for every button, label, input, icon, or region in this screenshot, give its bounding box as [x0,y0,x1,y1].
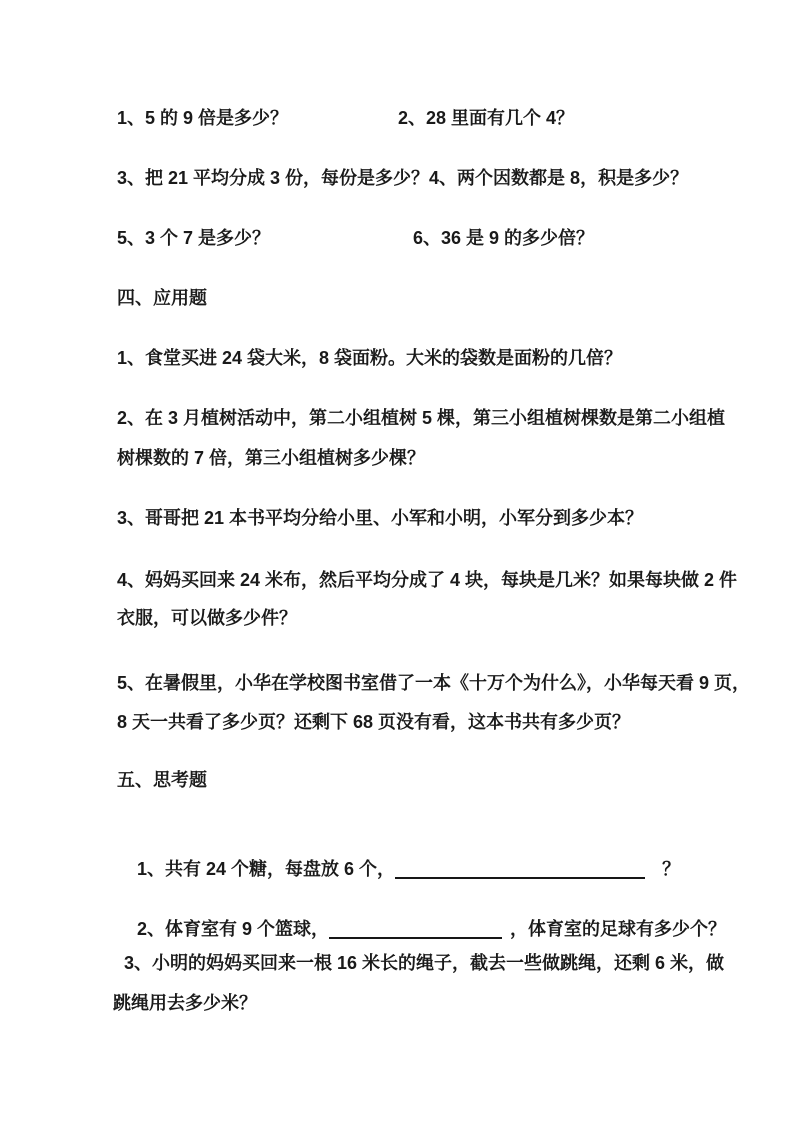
section5-heading: 五、思考题 [117,770,207,790]
problem-text-before-blank: 2、体育室有 9 个篮球， [137,919,330,939]
problem-text-after-blank: ，体育室的足球有多少个？ [510,919,727,939]
thinking-problem-3-line1: 3、小明的妈妈买回来一根 16 米长的绳子，截去一些做跳绳，还剩 6 米，做 [124,953,725,973]
thinking-problem-3-line2: 跳绳用去多少米？ [113,993,257,1013]
oral-problem-1: 1、5 的 9 倍是多少？ [117,108,289,128]
problem-text-after-blank: ？ [662,859,681,879]
application-problem-1: 1、食堂买进 24 袋大米，8 袋面粉。大米的袋数是面粉的几倍？ [117,348,623,368]
application-problem-4-line2: 衣服，可以做多少件？ [117,608,297,628]
application-problem-5-line1: 5、在暑假里，小华在学校图书室借了一本《十万个为什么》，小华每天看 9 页， [117,673,751,693]
oral-problem-6: 6、36 是 9 的多少倍？ [413,228,595,248]
application-problem-3: 3、哥哥把 21 本书平均分给小里、小军和小明，小军分到多少本？ [117,508,644,528]
application-problem-2-line1: 2、在 3 月植树活动中，第二小组植树 5 棵，第三小组植树棵数是第二小组植 [117,408,726,428]
application-problem-4-line1: 4、妈妈买回来 24 米布，然后平均分成了 4 块，每块是几米？如果每块做 2 件 [117,570,738,590]
application-problem-5-line2: 8 天一共看了多少页？还剩下 68 页没有看，这本书共有多少页？ [117,712,631,732]
oral-problem-2: 2、28 里面有几个 4？ [398,108,575,128]
section4-heading: 四、应用题 [117,288,207,308]
oral-problem-3-4: 3、把 21 平均分成 3 份，每份是多少？4、两个因数都是 8，积是多少？ [117,168,689,188]
answer-blank [329,925,502,939]
problem-text-before-blank: 1、共有 24 个糖，每盘放 6 个， [137,859,396,879]
oral-problem-5: 5、3 个 7 是多少？ [117,228,271,248]
answer-blank [395,865,645,879]
application-problem-2-line2: 树棵数的 7 倍，第三小组植树多少棵？ [117,448,426,468]
